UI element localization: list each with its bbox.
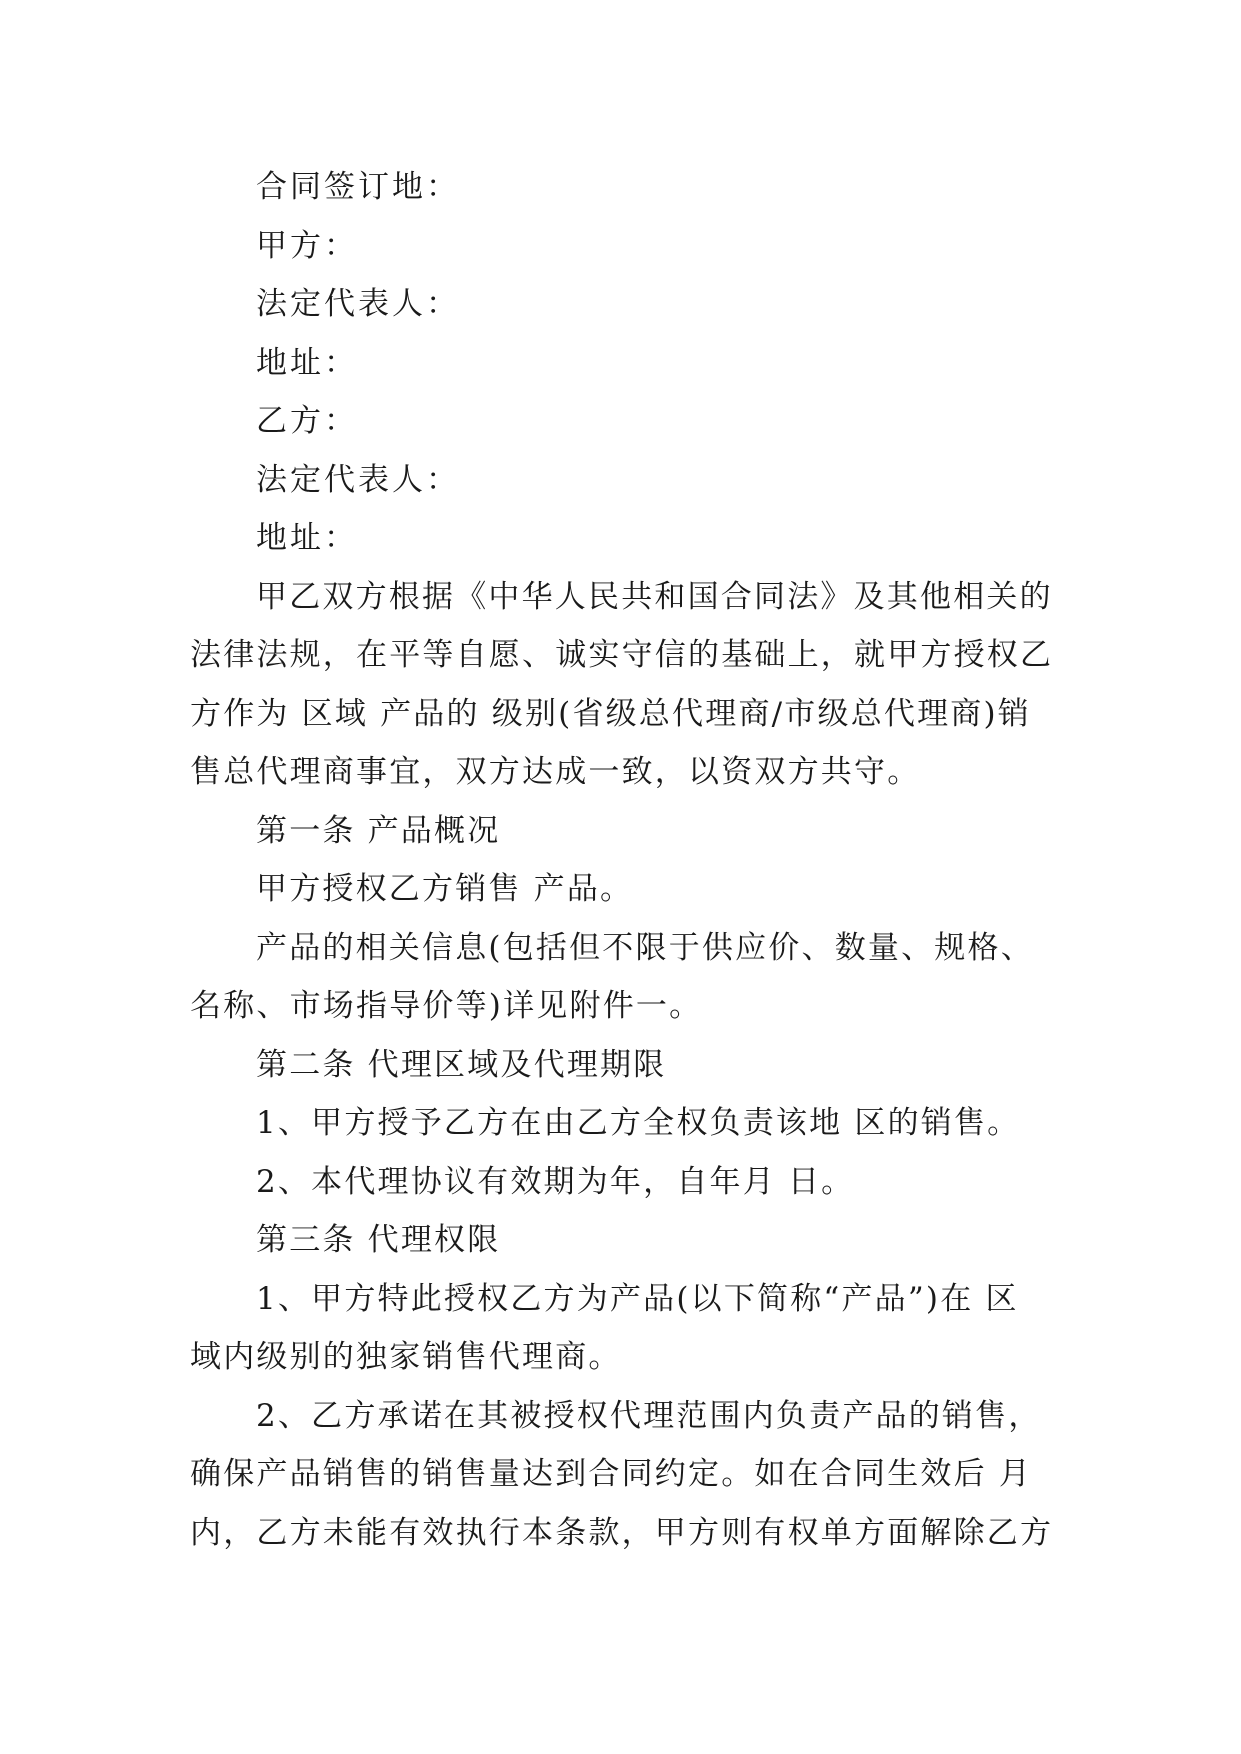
article-3-heading xyxy=(190,1211,1055,1270)
paragraph-line: 方作为 区域 产品的 级别(省级总代理商/市级总代理商)销 xyxy=(190,695,1031,732)
paragraph-line: 2、本代理协议有效期为年，自年月 日。 xyxy=(256,1163,855,1200)
section-heading: 第三条 代理权限 xyxy=(256,1222,501,1258)
party-b-label: 乙方： xyxy=(256,403,358,439)
party-b-address-label: 地址： xyxy=(256,520,358,556)
paragraph-line: 甲方授权乙方销售 产品。 xyxy=(256,871,634,907)
paragraph-line: 名称、市场指导价等)详见附件一。 xyxy=(190,988,703,1024)
party-a-address-label: 地址： xyxy=(256,344,358,381)
article-3-clause-1 xyxy=(190,1270,1055,1387)
section-heading: 第一条 产品概况 xyxy=(256,812,501,849)
article-2-heading xyxy=(190,1036,1055,1095)
paragraph-line: 售总代理商事宜，双方达成一致，以资双方共守。 xyxy=(190,754,921,790)
paragraph-line: 法律法规，在平等自愿、诚实守信的基础上，就甲方授权乙 xyxy=(190,637,1054,673)
article-1-authorization xyxy=(190,860,1055,919)
article-1-product-info xyxy=(190,919,1055,1036)
paragraph-line: 1、甲方授予乙方在由乙方全权负责该地 区的销售。 xyxy=(256,1105,1021,1141)
paragraph-line: 2、乙方承诺在其被授权代理范围内负责产品的销售， xyxy=(256,1397,1042,1434)
section-heading: 第二条 代理区域及代理期限 xyxy=(256,1046,667,1083)
contract-body xyxy=(190,158,1055,1562)
paragraph-line: 产品的相关信息(包括但不限于供应价、数量、规格、 xyxy=(256,929,1034,966)
party-a-label: 甲方： xyxy=(256,227,358,264)
article-3-clause-2 xyxy=(190,1387,1055,1563)
article-2-clause-2 xyxy=(190,1153,1055,1212)
paragraph-line: 确保产品销售的销售量达到合同约定。如在合同生效后 月 xyxy=(190,1456,1033,1492)
party-b-legal-rep-label: 法定代表人： xyxy=(256,461,460,498)
paragraph-line: 域内级别的独家销售代理商。 xyxy=(190,1339,622,1375)
preamble-paragraph xyxy=(190,568,1055,802)
party-a-legal-rep-label: 法定代表人： xyxy=(256,286,460,322)
article-1-heading xyxy=(190,802,1055,861)
paragraph-line: 甲乙双方根据《中华人民共和国合同法》及其他相关的 xyxy=(256,578,1053,615)
paragraph-line: 1、甲方特此授权乙方为产品(以下简称“产品”)在 区 xyxy=(256,1280,1019,1317)
signing-place-label: 合同签订地： xyxy=(256,169,460,205)
article-2-clause-1 xyxy=(190,1094,1055,1153)
paragraph-line: 内，乙方未能有效执行本条款，甲方则有权单方面解除乙方 xyxy=(190,1514,1054,1551)
